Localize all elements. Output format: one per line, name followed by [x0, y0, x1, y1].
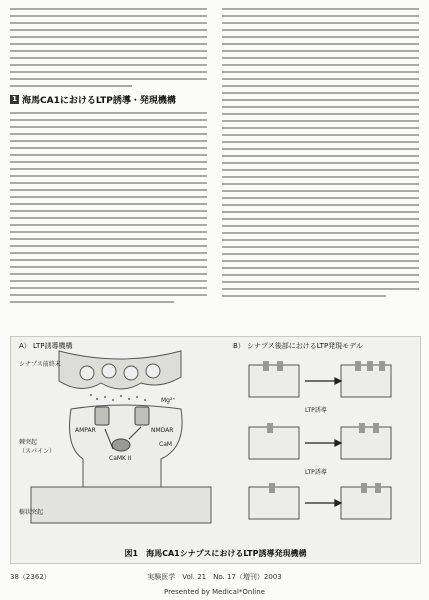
figure	[10, 336, 421, 564]
text-line	[10, 189, 207, 191]
camk-molecule	[112, 439, 130, 451]
text-line	[10, 266, 207, 268]
right-column	[222, 8, 419, 302]
text-line	[222, 197, 419, 199]
text-line	[10, 301, 174, 303]
text-line	[222, 267, 419, 269]
text-line	[222, 106, 419, 108]
text-line	[10, 294, 207, 296]
ampar-receptor	[95, 407, 109, 425]
text-line	[10, 126, 207, 128]
vesicle	[124, 366, 138, 380]
text-line	[10, 259, 207, 261]
text-line	[222, 15, 419, 17]
text-line	[10, 231, 207, 233]
text-line	[222, 281, 419, 283]
text-line	[10, 119, 207, 121]
text-line	[222, 218, 419, 220]
text-line	[10, 287, 207, 289]
text-line	[10, 273, 207, 275]
vesicle	[102, 364, 116, 378]
figure-caption: 図1 海馬CA1シナプスにおけるLTP誘導発現機構	[124, 549, 307, 558]
text-line	[10, 8, 207, 10]
text-line	[10, 57, 207, 59]
text-line	[222, 148, 419, 150]
spine-label: 棘突起 （スパイン）	[19, 439, 56, 455]
mg-label: Mg²⁺	[161, 397, 176, 404]
text-line	[222, 183, 419, 185]
text-line	[222, 22, 419, 24]
vesicle	[80, 366, 94, 380]
page-number: 38（2362）	[10, 573, 51, 581]
nmdar-receptor	[135, 407, 149, 425]
text-line	[10, 64, 207, 66]
text-line	[222, 64, 419, 66]
text-line	[222, 155, 419, 157]
text-line	[222, 99, 419, 101]
panel-b-arrows	[305, 378, 341, 506]
text-line	[10, 245, 207, 247]
text-line	[10, 112, 207, 114]
dendrite-shape	[31, 487, 211, 523]
text-line	[10, 140, 207, 142]
text-line	[222, 29, 419, 31]
presynaptic-label: シナプス前終末	[19, 361, 61, 368]
panel-a-title: A） LTP誘導機構	[19, 342, 73, 350]
text-line	[10, 217, 207, 219]
text-line	[222, 190, 419, 192]
text-line	[222, 92, 419, 94]
text-line	[10, 78, 207, 80]
text-line	[222, 141, 419, 143]
text-line	[10, 224, 207, 226]
left-column	[10, 8, 207, 308]
vesicle	[146, 364, 160, 378]
text-line	[10, 50, 207, 52]
text-line	[222, 85, 419, 87]
text-line	[222, 288, 419, 290]
text-line	[222, 71, 419, 73]
text-line	[222, 43, 419, 45]
section-title: 海馬CA1におけるLTP誘導・発現機構	[22, 96, 176, 106]
text-line	[222, 120, 419, 122]
text-line	[10, 43, 207, 45]
text-line	[222, 295, 386, 297]
text-line	[10, 252, 207, 254]
text-line	[10, 85, 132, 87]
text-line	[10, 203, 207, 205]
text-line	[222, 253, 419, 255]
text-line	[10, 36, 207, 38]
text-line	[10, 15, 207, 17]
text-line	[222, 204, 419, 206]
text-line	[222, 57, 419, 59]
ltp-induction-label-2: LTP誘導	[305, 469, 327, 476]
text-line	[222, 36, 419, 38]
presynaptic-terminal-shape	[59, 351, 181, 389]
dendrite-label: 樹状突起	[19, 509, 44, 516]
text-line	[222, 169, 419, 171]
text-line	[10, 238, 207, 240]
text-line	[10, 154, 207, 156]
text-line	[222, 8, 419, 10]
text-line	[222, 211, 419, 213]
text-line	[222, 232, 419, 234]
text-line	[222, 113, 419, 115]
text-line	[10, 29, 207, 31]
text-line	[10, 175, 207, 177]
text-line	[10, 182, 207, 184]
text-line	[222, 260, 419, 262]
text-line	[10, 210, 207, 212]
text-line	[10, 133, 207, 135]
text-line	[10, 161, 207, 163]
journal-info: 実験医学 Vol. 21 No. 17（増刊）2003	[147, 573, 282, 581]
text-line	[10, 168, 207, 170]
panel-b-drawing	[249, 365, 391, 519]
ampar-label: AMPAR	[75, 427, 96, 434]
credit-line: Presented by Medical*Online	[164, 588, 265, 596]
text-line	[222, 127, 419, 129]
text-line	[10, 22, 207, 24]
text-line	[222, 246, 419, 248]
section-heading	[10, 93, 207, 106]
nmdar-label: NMDAR	[151, 427, 174, 434]
text-line	[222, 274, 419, 276]
section-number: 1	[10, 95, 19, 104]
glutamate-dots	[90, 394, 146, 401]
text-line	[10, 71, 207, 73]
cam-label: CaM	[159, 441, 173, 448]
text-line	[10, 147, 207, 149]
text-line	[222, 239, 419, 241]
text-line	[10, 280, 207, 282]
text-line	[222, 78, 419, 80]
text-line	[10, 196, 207, 198]
text-line	[222, 225, 419, 227]
camk-label: CaMK II	[109, 455, 132, 462]
figure-drawing	[11, 337, 420, 563]
text-line	[222, 134, 419, 136]
text-line	[222, 162, 419, 164]
panel-b-title: B） シナプス後部におけるLTP発現モデル	[233, 342, 363, 350]
ltp-induction-label-1: LTP誘導	[305, 407, 327, 414]
text-line	[222, 50, 419, 52]
text-line	[222, 176, 419, 178]
